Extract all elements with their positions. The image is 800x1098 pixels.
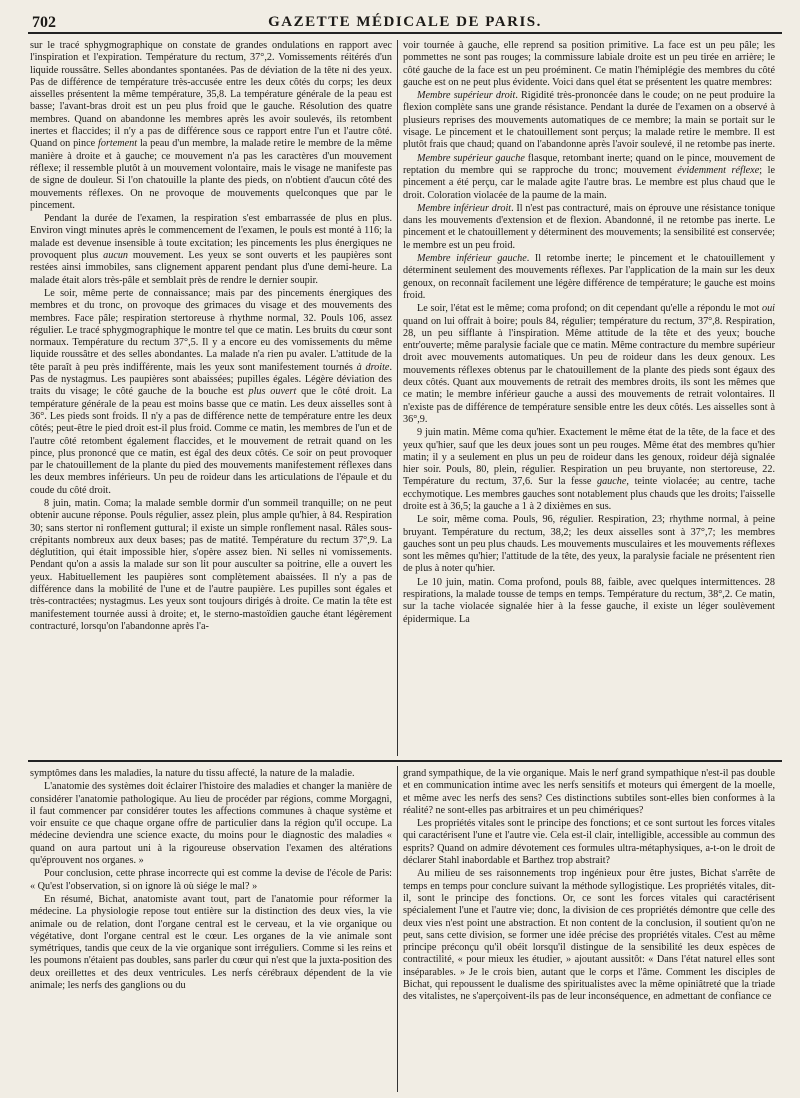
text-run: voir tournée à gauche, elle reprend sa position primitive. La face est un peu pâle; les pommettes ne sont pas rouges; la commissure labiale droite est un peu tirée en arrière; le côté gauche de la face est un peu proéminent. Ce matin l'hémiplégie des membres du côté gauche est on ne peut plus évidente. Voici dans quel état se présentent les quatre membres:: [403, 40, 775, 88]
journal-title: GAZETTE MÉDICALE DE PARIS.: [268, 14, 542, 30]
text-run: , teinte violacée; au centre, tache ecchymotique. Les membres gauches sont notablement plus chauds que les droits; l'aisselle droite est à 36,5; la gauche a 1 à 2 dixièmes en sus.: [403, 476, 775, 512]
text-run: Pour conclusion, cette phrase incorrecte qui est comme la devise de l'école de Paris: « Qu'est l'observation, si on ignore là où siége le mal? »: [30, 868, 392, 892]
paragraph: [403, 868, 775, 1003]
column-divider-bottom: [397, 766, 398, 1092]
paragraph: [30, 498, 392, 633]
paragraph: [403, 203, 775, 252]
text-run: Le soir, même coma. Pouls, 96, régulier. Respiration, 23; rhythme normal, à peine bruyant. Température du rectum, 38,2; les deux aisselles sont à 37°,7; les membres gauches sont un peu plus chauds. Les mouvements musculaires et les mouvements réflexes sont les mêmes qu'hier; l'attitude de la tête, des yeux, la paralysie faciale ne présentent rien de plus à noter qu'hier.: [403, 514, 775, 575]
italic-run: évidemment réflexe: [677, 164, 760, 176]
text-run: L'anatomie des systèmes doit éclairer l'histoire des maladies et changer la manière de considérer l'anatomie pathologique. Au lieu de procéder par régions, comme Morgagni, il faut commencer par considérer toutes les affections communes à chaque système et voir ensuite ce que chaque organe offre de particulier dans la région qu'il occupe. La médecine deviendra une science exacte, du moins pour le diagnostic des maladies « quand on aura partout uni à la rigoureuse observation l'examen des altérations qu'éprouvent nos organes. »: [30, 781, 392, 867]
paragraph: [403, 303, 775, 426]
paragraph: [403, 818, 775, 867]
text-run: . Il n'est pas contracturé, mais on éprouve une résistance tonique dans les mouvements d'extension et de flexion. Abandonné, il ne retombe pas inerte. Le pincement et le chatouillement y déterminent des mouvements; la sensibilité est conservée; le membre est un peu froid.: [403, 202, 775, 251]
feuilleton-column-left: [30, 768, 392, 1092]
text-run: . Il retombe inerte; le pincement et le chatouillement y déterminent seulement des mouvements réflexes. Par l'application de la main sur les deux genoux, on reconnaît facilement une légère différence de température; le gauche est moins froid.: [403, 253, 775, 301]
paragraph: [403, 427, 775, 513]
italic-run: à droite: [356, 361, 390, 373]
italic-run: plus ouvert: [248, 386, 297, 398]
text-run: Pendant la durée de l'examen, la respiration s'est embarrassée de plus en plus. Environ vingt minutes après le commencement de l'examen, le pouls est monté à 116; la malade est devenue insensible à toute excitation; les pincements les plus énergiques ne provoquent plus: [30, 213, 392, 262]
paragraph: [30, 768, 392, 780]
text-run: que le côté droit. La température générale de la peau est moins basse que ce matin. Les deux aisselles sont à 36°. Les pieds sont froids. Il n'y a pas de différence nette de température entre les deux côtés; peut-être le pied droit est-il plus froid. Comme ce matin, les membres de l'un et de l'autre côté retombent également flaccides, et le mouvement de retrait quand on les pince, plus prononcé que ce matin, est égal des deux côtés. Ce soir on peut provoquer par le chatouillement de la plante du pied des mouvements manifestement réflexes dans les deux membres inférieurs. Un peu de roideur dans les articulations de l'épaule et du coude du côté droit.: [30, 386, 392, 496]
text-run: quand on lui offrait à boire; pouls 84, régulier; température du rectum, 37°,8. Respiration, 28, un peu sifflante à l'inspiration. Même attitude de la tête et des yeux; bouche entr'ouverte; même paralysie faciale que ce matin. Même contracture du membre supérieur droit avec mouvements automatiques. Un peu de roideur dans les deux genoux. Les mouvements réflexes obtenus par le chatouillement de la plante des pieds sont égaux des deux côtés. Quant aux mouvements de retrait des membres droits, ils sont les mêmes que ce matin; le membre inférieur gauche a aussi des mouvements de retrait volontaires. Il n'existe pas de différence de température sensible entre les deux côtés. Les aisselles sont à 36°,9.: [403, 315, 775, 425]
case-report-column-left: [30, 40, 392, 755]
paragraph: [403, 40, 775, 89]
text-run: flasque, retombant inerte; quand on le pince, mouvement de reptation du membre qui se rapproche du tronc; mouvement: [403, 152, 775, 176]
italic-run: oui: [761, 303, 775, 315]
italic-run: aucun: [103, 250, 129, 262]
paragraph: [30, 894, 392, 992]
text-run: En résumé, Bichat, anatomiste avant tout, part de l'anatomie pour réformer la médecine. La physiologie repose tout entière sur la distinction des deux vies, la vie animale ou de relation, dont l'organe central est le cerveau, et la vie organique ou végétative, dont l'organe central est le cœur. Les organes de la vie animale sont symétriques, tandis que ceux de la vie organique sont irréguliers. Comme si les reins et les poumons n'étaient pas doubles, sans parler du cœur qui n'est que la juxta-position des deux oreillettes et des deux ventricules. Les nerfs cérébraux dépendent de la vie animale; les nerfs des ganglions ou du: [30, 893, 392, 992]
italic-run: Membre inférieur droit: [417, 202, 512, 214]
text-run: 8 juin, matin. Coma; la malade semble dormir d'un sommeil tranquille; on ne peut obtenir aucune réponse. Pouls régulier, assez plein, plus ample qu'hier, à 84. Respiration 30; sans stertor ni ronflement guttural; il existe un simple ronflement nasal. Râles sous-crépitants nombreux aux deux bases; pas de matité. Température du rectum 37°,9. La déglutition, qui était impossible hier, s'opère assez bien. Ni selles ni vomissements. Pendant qu'on a assis la malade sur son lit pour ausculter sa poitrine, elle a ouvert les yeux. Habituellement les paupières sont complètement abaissées. Il n'y a pas de différence dans la mobilité de l'une et de l'autre paupière. Les pupilles sont égales et très-contractées; nystagmus. Les yeux sont toujours dirigés à droite. Ce matin la tête est manifestement tournée aussi à droite; et, le sterno-mastoïdien gauche étant légèrement contracturé, lorsqu'on l'abandonne après l'a-: [30, 497, 392, 632]
paragraph: [403, 153, 775, 202]
text-run: mouvement. Les yeux se sont ouverts et les paupières sont restées ainsi immobiles, sans clignement apparent pendant plus d'une demi-heure. La malade était alors très-pâle et semblait près de rendre le dernier soupir.: [30, 250, 392, 286]
paragraph: [30, 868, 392, 893]
text-run: la peau d'un membre, la malade retire le membre de la même manière à droite et à gauche; ce mouvement n'a pas les caractères d'un mouvement réflexe; il ressemble plutôt à un mouvement volontaire, mais le visage ne manifeste pas de signe de douleur. Si l'on chatouille la plante des pieds, on n'obtient d'aucun côté des mouvements réflexes. On ne provoque de mouvements quelconques que par le pincement.: [30, 138, 392, 211]
text-run: sur le tracé sphygmographique on constate de grandes ondulations en rapport avec l'inspiration et l'expiration. Température du rectum, 37°,2. Vomissements réitérés d'un liquide roussâtre. Selles abondantes spontanées. Pas de déviation de la tête ni des yeux. Pas de différence de température très-accusée entre les deux côtés du corps; les deux aisselles présentent la même température, 35,8. La température générale de la peau est basse; l'avant-bras droit est un peu plus froid que le gauche. Résolution des quatre membres. Quand on abandonne les membres après les avoir soulevés, ils retombent inertes et flaccides; il n'y a pas de différence sous ce rapport entre l'un et l'autre côté. Quand on pince: [30, 40, 392, 150]
italic-run: Membre inférieur gauche: [417, 253, 527, 265]
text-run: grand sympathique, de la vie organique. Mais le nerf grand sympathique n'est-il pas double et en communication intime avec les nerfs sensitifs et moteurs qui émergent de la moelle, et même avec les nerfs des sens? Ces distinctions subtiles sont-elles bien conformes à la réalité? ne sont-elles pas arbitraires et un peu chimériques?: [403, 768, 775, 816]
italic-run: gauche: [596, 476, 627, 488]
text-run: ; le pincement a été perçu, car le malade agite l'autre bras. Le membre est plus chaud que le droit. Coloration violacée de la paume de la main.: [403, 164, 775, 201]
page-number: 702: [32, 14, 56, 31]
paragraph: [403, 90, 775, 151]
text-run: Le soir, l'état est le même; coma profond; on dit cependant qu'elle a répondu le mot: [417, 303, 762, 315]
italic-run: fortement: [98, 138, 138, 150]
paragraph: [30, 40, 392, 212]
text-run: . Rigidité très-prononcée dans le coude; on ne peut produire la flexion complète sans une grande résistance. Pendant la durée de l'examen on a observé à plusieurs reprises des mouvements automatiques de ce membre; la main se portait sur le visage. Le pincement et le chatouillement sont perçus; la malade retire le membre. Il est plutôt frais que chaud; quand on l'abandonne après l'avoir soulevé, il ne retombe pas inerte.: [403, 90, 775, 151]
text-run: 9 juin matin. Même coma qu'hier. Exactement le même état de la tête, de la face et des yeux qu'hier, sauf que les deux joues sont un peu rouges. Même état des membres qu'hier matin; il y a seulement en plus un peu de roideur dans les genoux, roideur déjà signalée hier soir. Pouls, 80, plein, régulier. Respiration un peu bruyante, non stertoreuse, 22. Température du rectum, 37,6. Sur la fesse: [403, 427, 775, 488]
paragraph: [30, 288, 392, 497]
feuilleton-column-right: [403, 768, 775, 1092]
text-run: Les propriétés vitales sont le principe des fonctions; et ce sont surtout les forces vitales qui caractérisent l'une et l'autre vie. Cela est-il clair, intelligible, accessible au commun des esprits? Quand on admire dévotement ces formules ultra-métaphysiques, a-t-on le droit de déclarer Stahl inabordable et Barthez trop abstrait?: [403, 818, 775, 867]
text-run: Au milieu de ses raisonnements trop ingénieux pour être justes, Bichat s'arrête de temps en temps pour conclure suivant la méthode syllogistique. Les propriétés vitales, dit-il, sont le principe des fonctions. Or, ce sont les forces vitales qui caractérisent spécialement l'une et l'autre vie; donc, la division de ces propriétés démontre que celle des deux vies n'est point une abstraction. Et non content de la conclusion, il soutient qu'on ne peut, sans cette division, se former une idée précise des propriétés vitales. C'est au même principe préconçu qu'il obéit lorsqu'il distingue de la sensibilité les deux espèces de contractilité, « pour mieux les étudier, » ajoutant aussitôt: « Dans l'état naturel elles sont inséparables. » Je le crois bien, autant que le corps et l'âme. Comment les disciples de Bichat, qui repoussent le dualisme des spiritualistes avec la même opiniâtreté que la triade des vitalistes, ne s'aperçoivent-ils pas de leur inconséquence, en admettant de confiance ce: [403, 868, 775, 1003]
paragraph: [30, 213, 392, 287]
text-run: Le 10 juin, matin. Coma profond, pouls 88, faible, avec quelques intermittences. 28 respirations, la malade tousse de temps en temps. Température du rectum, 38°,2. Ce matin, sur la tache violacée signalée hier à la fesse gauche, il existe un léger soulèvement épidermique. La: [403, 576, 775, 625]
paragraph: [30, 781, 392, 867]
paragraph: [403, 253, 775, 302]
italic-run: Membre supérieur gauche: [417, 152, 525, 164]
feuilleton-separator: [28, 760, 782, 762]
paragraph: [403, 577, 775, 626]
text-run: Le soir, même perte de connaissance; mais par des pincements énergiques des membres et du tronc, on provoque des grimaces du visage et des mouvements des membres. Face pâle; respiration stertoreuse à rhythme normal, 32. Pouls 106, assez régulier. Le tracé sphygmographique le montre tel que ce matin. Les bruits du cœur sont normaux. Température du rectum 37°,5. Il y a encore eu des vomissements du même liquide roussâtre et des selles abondantes. La malade n'a rien pu avaler. L'attitude de la tête paraît à peu près indifférente, mais les yeux sont manifestement tournés: [30, 287, 392, 373]
text-run: symptômes dans les maladies, la nature du tissu affecté, la nature de la maladie.: [30, 768, 355, 779]
paragraph: [403, 768, 775, 817]
case-report-column-right: [403, 40, 775, 755]
page-header: [28, 10, 782, 34]
italic-run: Membre supérieur droit: [417, 90, 516, 102]
text-run: . Pas de nystagmus. Les paupières sont abaissées; pupilles égales. Légère déviation des traits du visage; le côté gauche de la bouche est: [30, 361, 392, 398]
column-divider-top: [397, 40, 398, 756]
paragraph: [403, 514, 775, 575]
